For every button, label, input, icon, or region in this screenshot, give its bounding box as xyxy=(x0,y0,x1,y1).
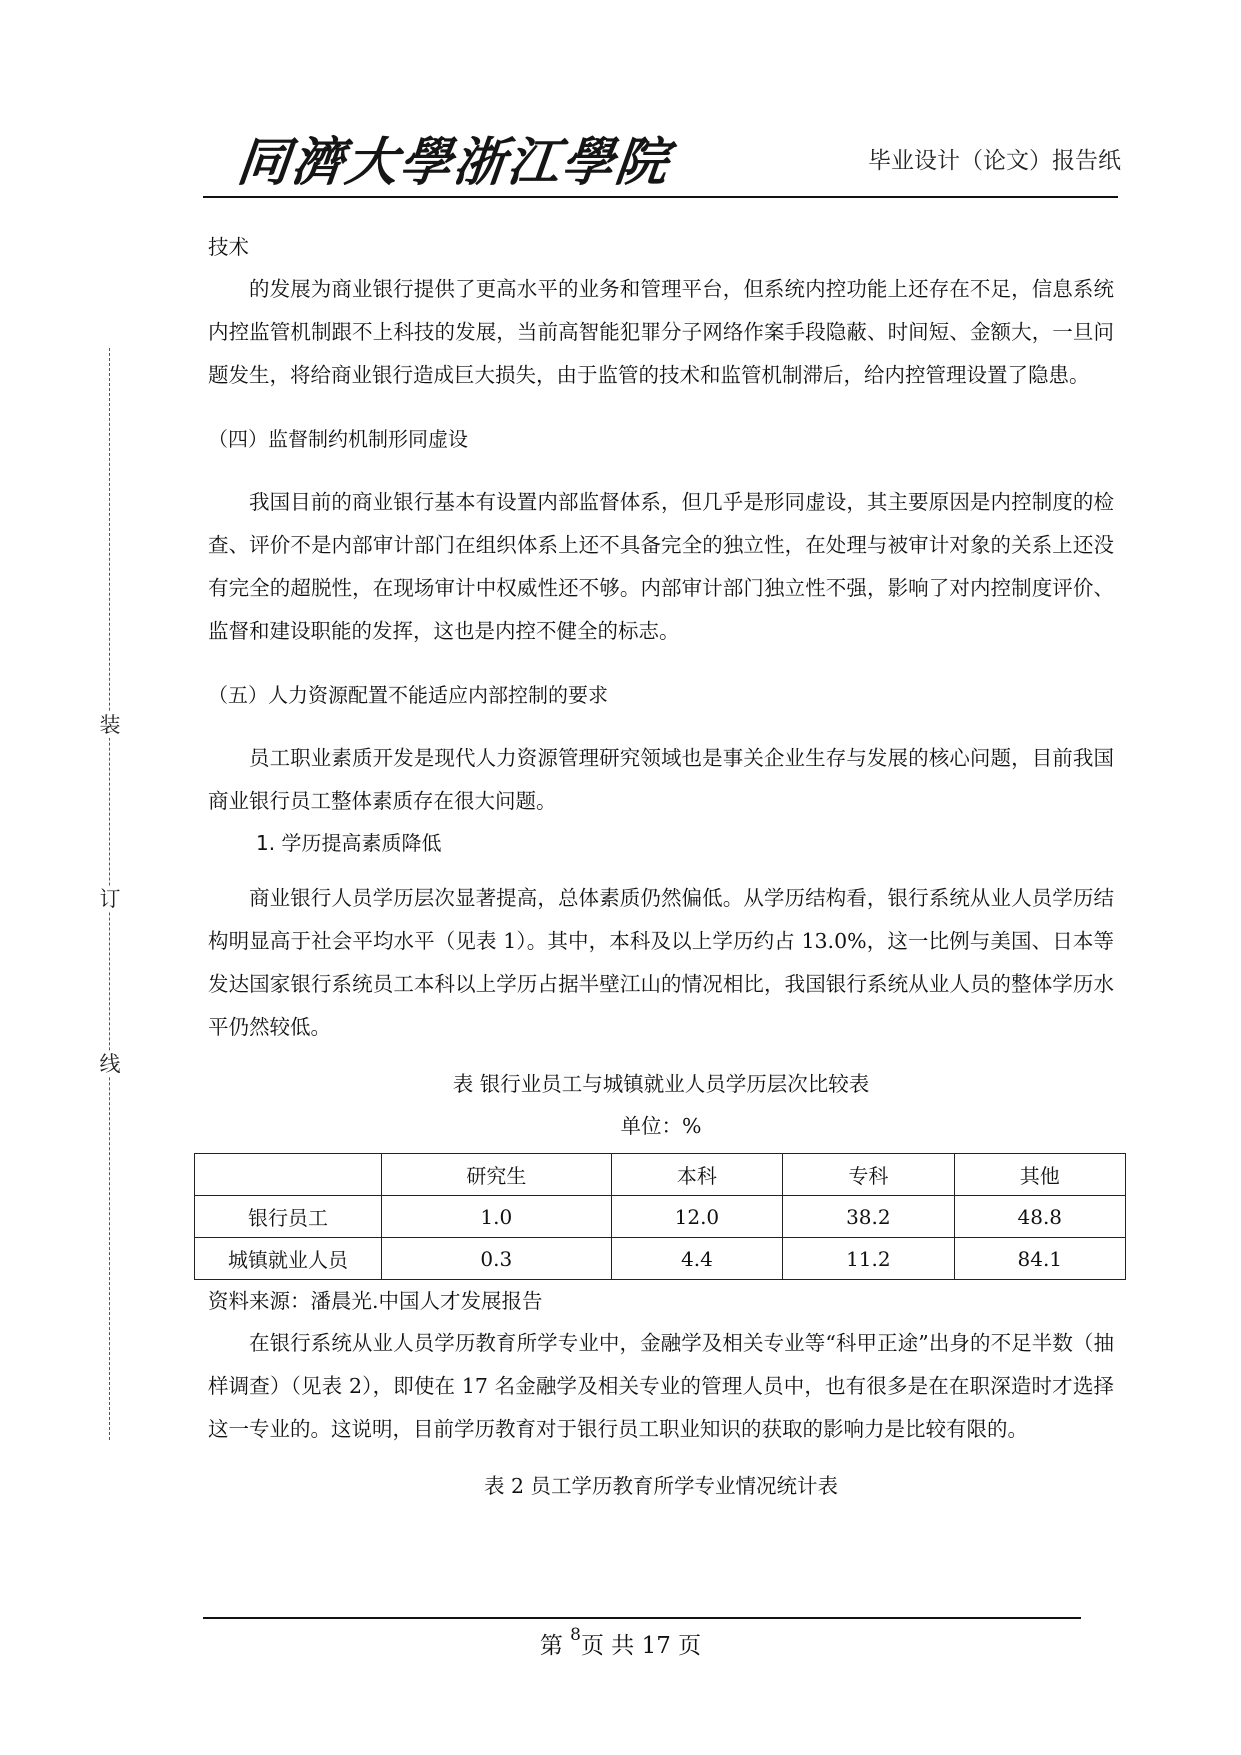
page-number: 8 xyxy=(570,1625,581,1646)
paragraph-staff-quality: 员工职业素质开发是现代人力资源管理研究领域也是事关企业生存与发展的核心问题，目前我国商业银行员工整体素质存在很大问题。 xyxy=(208,746,1114,813)
report-paper-title: 毕业设计（论文）报告纸 xyxy=(868,148,1121,174)
table-header-cell: 其他 xyxy=(954,1154,1125,1196)
table-cell: 1.0 xyxy=(382,1196,612,1238)
education-comparison-table xyxy=(194,1153,1126,1280)
footer-divider xyxy=(203,1617,1081,1619)
table-cell: 4.4 xyxy=(611,1238,782,1280)
footer-suffix: 页 xyxy=(670,1633,702,1659)
body-content xyxy=(208,226,1114,1507)
table-cell: 84.1 xyxy=(954,1238,1125,1280)
table-cell: 48.8 xyxy=(954,1196,1125,1238)
subheading-education: 1. 学历提高素质降低 xyxy=(256,831,442,855)
binding-char-xian: 线 xyxy=(99,1052,121,1076)
table-2-caption: 表 2 员工学历教育所学专业情况统计表 xyxy=(483,1474,839,1498)
table-cell: 银行员工 xyxy=(195,1196,382,1238)
page-footer xyxy=(0,1627,1241,1660)
paragraph-major-distribution: 在银行系统从业人员学历教育所学专业中，金融学及相关专业等“科甲正途”出身的不足半数（抽样调查）（见表 2），即使在 17 名金融学及相关专业的管理人员中，也有很多是在在职深造时才选择这一专业的。这说明，目前学历教育对于银行员工职业知识的获取的影响力是比较有限的。 xyxy=(208,1331,1114,1441)
table-cell: 38.2 xyxy=(783,1196,954,1238)
table-cell: 0.3 xyxy=(382,1238,612,1280)
footer-mid: 页 共 xyxy=(580,1633,642,1659)
table-cell: 城镇就业人员 xyxy=(195,1238,382,1280)
table-row xyxy=(195,1196,1126,1238)
table-1-caption: 表 银行业员工与城镇就业人员学历层次比较表 xyxy=(452,1072,870,1096)
continued-fragment: 技术 xyxy=(208,235,249,259)
table-1-source: 资料来源：潘晨光.中国人才发展报告 xyxy=(208,1289,543,1313)
table-header-cell: 研究生 xyxy=(382,1154,612,1196)
paragraph-tech-risk: 的发展为商业银行提供了更高水平的业务和管理平台，但系统内控功能上还存在不足，信息系统内控监管机制跟不上科技的发展，当前高智能犯罪分子网络作案手段隐蔽、时间短、金额大，一旦问题发生，将给商业银行造成巨大损失，由于监管的技术和监管机制滞后，给内控管理设置了隐患。 xyxy=(208,277,1114,387)
binding-char-ding: 订 xyxy=(99,887,121,911)
paragraph-supervision: 我国目前的商业银行基本有设置内部监督体系，但几乎是形同虚设，其主要原因是内控制度的检查、评价不是内部审计部门在组织体系上还不具备完全的独立性，在处理与被审计对象的关系上还没有完全的超脱性，在现场审计中权威性还不够。内部审计部门独立性不强，影响了对内控制度评价、监督和建设职能的发挥，这也是内控不健全的标志。 xyxy=(208,490,1114,643)
section-heading-5: （五）人力资源配置不能适应内部控制的要求 xyxy=(208,683,608,707)
table-row xyxy=(195,1238,1126,1280)
footer-prefix: 第 xyxy=(539,1633,571,1659)
university-logo: 同濟大學浙江學院 xyxy=(234,132,673,193)
binding-char-zhuang: 装 xyxy=(99,713,121,737)
table-cell: 12.0 xyxy=(611,1196,782,1238)
table-1-unit: 单位：% xyxy=(620,1114,702,1138)
table-cell: 11.2 xyxy=(783,1238,954,1280)
paragraph-education-level: 商业银行人员学历层次显著提高，总体素质仍然偏低。从学历结构看，银行系统从业人员学历结构明显高于社会平均水平（见表 1）。其中，本科及以上学历约占 13.0%，这一比例与美国、日本等发达国家银行系统员工本科以上学历占据半壁江山的情况相比，我国银行系统从业人员的整体学历水平仍然较低。 xyxy=(208,886,1114,1039)
total-pages: 17 xyxy=(641,1633,671,1659)
header-divider xyxy=(203,196,1118,198)
table-header-row xyxy=(195,1154,1126,1196)
table-header-cell: 专科 xyxy=(783,1154,954,1196)
table-header-cell: 本科 xyxy=(611,1154,782,1196)
section-heading-4: （四）监督制约机制形同虚设 xyxy=(208,427,468,451)
table-header-cell xyxy=(195,1154,382,1196)
